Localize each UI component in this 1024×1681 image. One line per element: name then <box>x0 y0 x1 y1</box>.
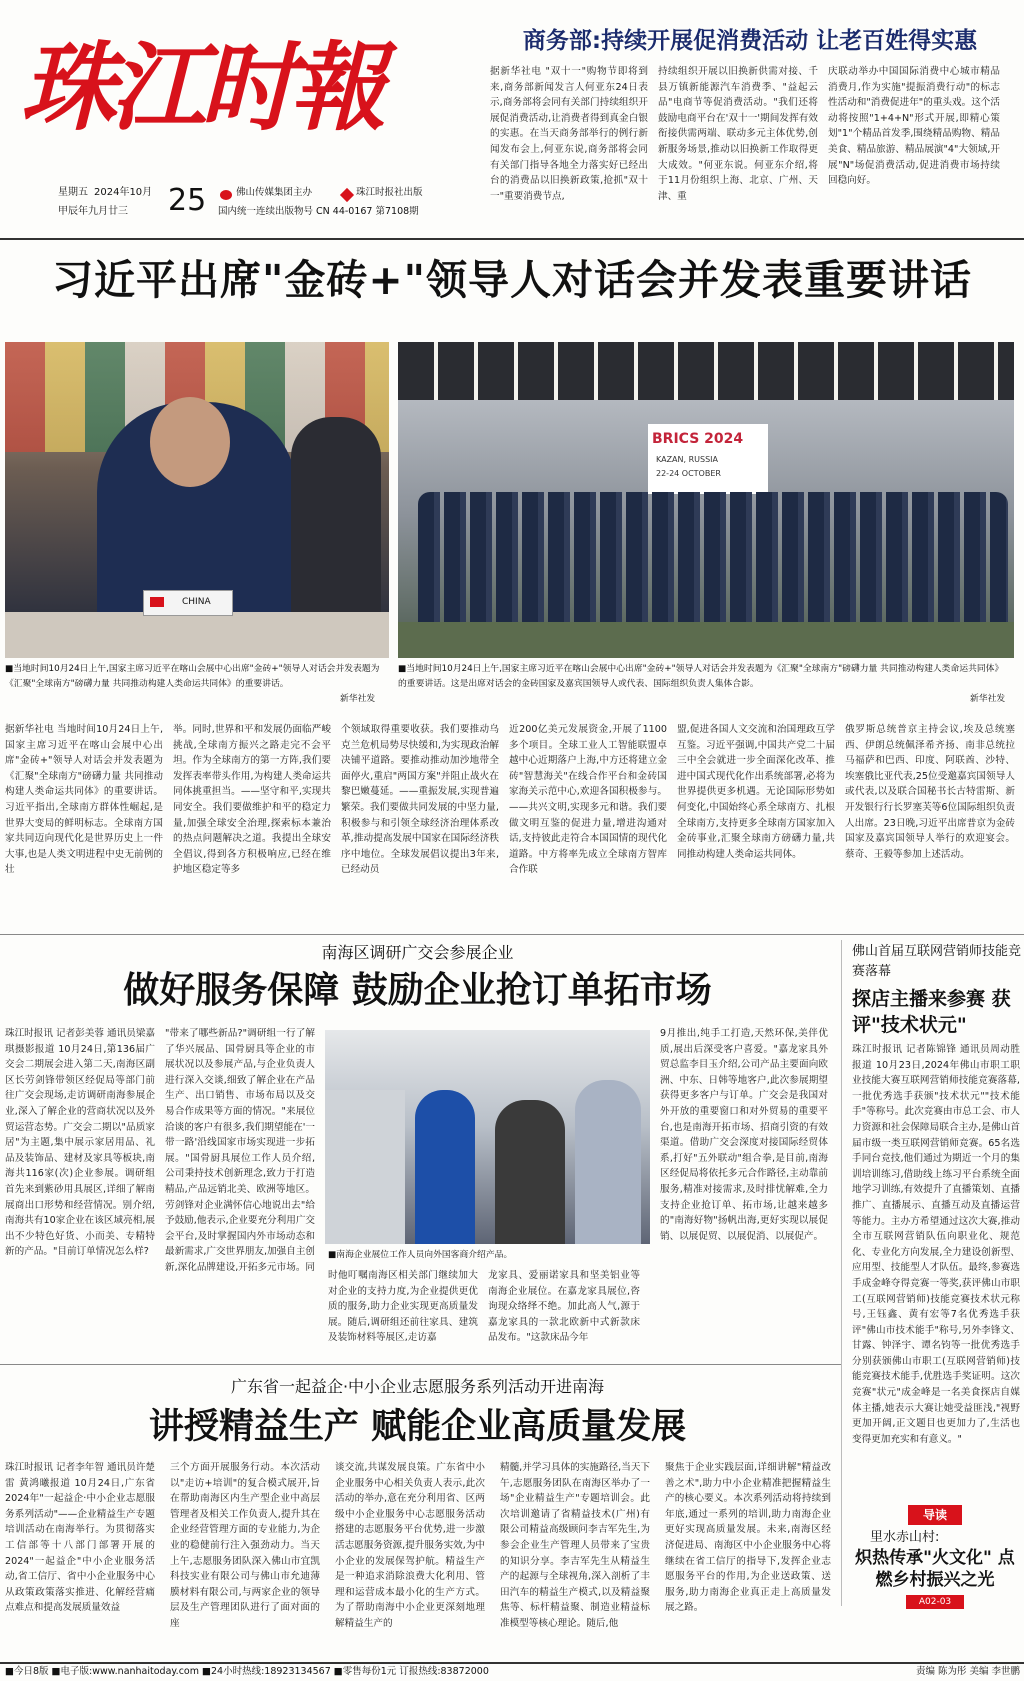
masthead-date: 2024年10月 <box>94 187 153 198</box>
footer-info: ■今日8版 ■电子版:www.nanhaitoday.com ■24小时热线:18923134567 ■零售每份1元 订报热线:83872000 <box>5 1666 489 1677</box>
publisher-logo-icon <box>220 190 232 200</box>
photo2-credit: 新华社发 <box>970 694 1006 704</box>
masthead-weekday: 星期五 <box>58 187 88 198</box>
banner-city: KAZAN, RUSSIA <box>656 455 719 464</box>
story2-col-4: 龙家具、爱丽诺家具和坚美铝业等南海企业展位。在嘉龙家具展位,咨询现众络绎不绝。加此高人气,源于嘉龙家具的一款北欧新中式新款床品发布。"这款床品今年 <box>488 1270 640 1344</box>
ceiling-lights <box>398 342 1014 400</box>
story3-title: 讲授精益生产 赋能企业高质量发展 <box>148 1407 687 1447</box>
stage-floor <box>398 622 1014 658</box>
main-story-col-6: 俄罗斯总统普京主持会议,埃及总统塞西、伊朗总统佩泽希齐扬、南非总统拉马福萨和巴西、印度、阿联酋、沙特、埃塞俄比亚代表,25位受邀嘉宾国领导人或代表,以及联合国秘书长古特雷斯、新开发银行行长罗塞芙等6位国际组织负责人出席。23日晚,习近平出席普京为金砖国家及嘉宾国领导人举行的欢迎宴会。蔡奇、王毅等参加上述活动。 <box>845 724 1015 860</box>
guide-title: 炽热传承"火文化" 点燃乡村振兴之光 <box>855 1548 1015 1590</box>
masthead-lunar: 甲辰年九月廿三 <box>58 206 128 217</box>
top-story <box>490 24 1010 228</box>
photo1-credit: 新华社发 <box>340 694 376 704</box>
main-story-col-5: 盟,促进各国人文交流和治国理政互学互鉴。习近平强调,中国共产党二十届三中全会就进一步全面深化改革、推进中国式现代化作出系统部署,必将为世界提供更多机遇。无论国际形势如何变化,中国始终心系全球南方、扎根全球南方,支持更多全球南方国家加入金砖事业,汇聚全球南方磅礴力量,共同推动构建人类命运共同体。 <box>677 724 835 860</box>
photo2-caption: ■当地时间10月24日上午,国家主席习近平在喀山会展中心出席"金砖+"领导人对话会并发表题为《汇聚"全球南方"磅礴力量 共同推动构建人类命运共同体》的重要讲话。这是出席对话会的金砖国家及嘉宾国领导人或代表、国际组织负责人集体合影。 <box>398 664 999 689</box>
footer-editors: 责编 陈为彤 美编 李世鹏 <box>915 1666 1020 1677</box>
divider-rule <box>841 940 842 1606</box>
delegate-figure <box>291 417 381 637</box>
visitor-figure <box>575 1080 641 1244</box>
story2-col-3: 时他叮嘱南海区相关部门继续加大对企业的支持力度,为企业提供更优质的服务,助力企业实现更高质量发展。随后,调研组还前往家具、建筑及装饰材料等展区,走访嘉 <box>328 1270 478 1344</box>
masthead-publisher1: 佛山传媒集团主办 <box>236 187 313 198</box>
story3-col-4: 精髓,并学习具体的实施路径,当天下午,志愿服务团队在南海区举办了一场"企业精益生产"专题培训会。此次培训邀请了省精益技术(广州)有限公司精益高级顾问李吉军先生,为参会企业生产管理人员带来了宝贵的知识分享。李吉军先生从精益生产的起源与全球视角,深入剖析了丰田汽车的精益生产模式,以及精益聚焦等、标杆精益聚、制造业精益标准模型等核心理论。随后,他 <box>500 1462 651 1629</box>
photo-xi-speech <box>5 342 389 658</box>
brics-banner <box>648 424 768 494</box>
guide-kicker: 里水赤山村: <box>870 1530 940 1545</box>
guide-box <box>850 1505 1020 1609</box>
story2-col-1: 珠江时报讯 记者彭美蓉 通讯员梁嘉琪摄影报道 10月24日,第136届广交会二期展会进入第二天,南海区副区长劳剑锋带领区经促局等部门前往广交会现场,走访调研南海参展企业,深入了解企业的营商状况以及外贸运营态势。广交会二期以"品质家居"为主题,集中展示家居用品、礼品及装饰品、建材及家具等板块,南海共116家(次)企业参展。调研组首先来到紫砂用具展区,详细了解南展商出口形势和经营情况。别介绍,南海共有10家企业在该区域亮相,展出不少特色好货、小而美、专精特新的产品。"目前订单情况怎么样? <box>5 1028 156 1258</box>
main-story-col-1: 据新华社电 当地时间10月24日上午,国家主席习近平在喀山会展中心出席"金砖+"领导人对话会并发表题为《汇聚"全球南方"磅礴力量 共同推动构建人类命运共同体》的重要讲话。习近平指出,全球南方群体性崛起,是世界大变局的鲜明标志。全球南方国家共同迈向现代化是世界历史上一件大事,也是人类文明进程中史无前例的壮 <box>5 724 163 876</box>
main-story-col-4: 近200亿美元发展资金,开展了1100多个项目。全球工业人工智能联盟卓越中心近期落户上海,中方还将建立金砖"智慧海关"在线合作平台和金砖国家海关示范中心,欢迎各国积极参与。——共兴文明,实现多元和谐。我们要做文明互鉴的促进力量,增进沟通对话,支持彼此走符合本国国情的现代化道路。中方将率先成立全球南方智库合作联 <box>509 724 667 876</box>
story2-col-2: "带来了哪些新品?"调研组一行了解了华兴展品、国骨厨具等企业的市展状况以及参展产品,与企业负责人进行深入交谈,细致了解企业在产品生产、出口销售、市场布局以及交易合作成果等方面的情况。"来展位洽谈的客户有很多,我们期望能在'一带一路'沿线国家市场实现进一步拓展。"国骨厨具展位工作人员介绍,公司秉持技术创新理念,致力于打造精品,产品远销北美、欧洲等地区。劳剑锋对企业满怀信心地说出去"给予鼓励,他表示,企业要充分利用广交会平台,及时掌握国内外市场动态和最新需求,广交世界朋友,加强自主创新,深化品牌建设,开拓多元市场。同 <box>165 1028 316 1273</box>
banner-brand: BRICS 2024 <box>652 431 744 447</box>
top-story-title: 商务部:持续开展促消费活动 让老百姓得实惠 <box>522 28 978 54</box>
masthead-publisher2: 珠江时报社出版 <box>356 187 423 198</box>
divider-rule <box>0 238 1024 240</box>
photo1-caption: ■当地时间10月24日上午,国家主席习近平在喀山会展中心出席"金砖+"领导人对话会并发表题为《汇聚"全球南方"磅礴力量 共同推动构建人类命运共同体》的重要讲话。 <box>5 664 380 689</box>
nameplate <box>143 590 233 616</box>
nameplate-text: CHINA <box>182 597 211 607</box>
masthead-issn: 国内统一连续出版物号 CN 44-0167 第7108期 <box>218 206 419 217</box>
divider-rule <box>0 934 1024 935</box>
story2-col-5: 9月推出,纯手工打造,天然环保,美伴优质,展出后深受客户喜爱。"嘉龙家具外贸总监李目玉介绍,公司产品主要面向欧洲、中东、日韩等地客户,此次参展期望获得更多客户与订单。广交会是我国对外开放的重要窗口和对外贸易的重要平台,也是南海开拓市场、招商引资的有效渠道。借助广交会深度对接国际经贸体系,打好"五外联动"组合拳,是目前,南海区经促局将依托多元合作路径,主动靠前服务,精准对接需求,及时排忧解难,全力支持企业抢订单、拓市场,让越来越多的"南海好物"扬帆出海,更好实现以展促销、以展促贸、以展促消、以展促产。 <box>660 1028 828 1242</box>
story2-kicker: 南海区调研广交会参展企业 <box>321 943 514 962</box>
story2-title: 做好服务保障 鼓励企业抢订单拓市场 <box>123 970 712 1011</box>
display-shelf <box>325 1090 405 1244</box>
buyer-figure <box>495 1100 565 1244</box>
sidebar-kicker: 佛山首届互联网营销师技能竞赛落幕 <box>852 944 1022 979</box>
masthead-day: 25 <box>168 183 207 218</box>
guide-label: 导读 <box>908 1505 962 1525</box>
top-story-col-2: 持续组织开展以旧换新供需对接、千县万镇新能源汽车消费季、"益起云品"电商节等促消费活动。"我们还将鼓励电商平台在'双十一'期间发挥有效衔接供需两端、联动多元主体优势,创新服务场景,推动以旧换新工作取得更大成效。"何亚东说。何亚东介绍,将于11月份组织上海、北京、广州、天津、重 <box>658 66 818 202</box>
photo-canton-fair <box>325 1030 650 1244</box>
main-story-col-3: 个领域取得重要收获。我们要推动乌克兰危机局势尽快缓和,为实现政治解决铺平道路。要推动推动加沙地带全面停火,重启"两国方案"并阻止战火在黎巴嫩蔓延。——重振发展,实现普遍繁荣。我们要做共同发展的中坚力量,积极参与和引领全球经济治理体系改革,推动提高发展中国家在国际经济秩序中地位。全球发展倡议提出3年来,已经动员 <box>341 724 499 876</box>
publisher2-logo-icon <box>340 188 354 202</box>
top-story-col-3: 庆联动举办中国国际消费中心城市精品消费月,作为实施"提振消费行动"的标志性活动和"消费促进年"的重头戏。这个活动将按照"1+4+N"形式开展,即精心策划"1"个精品首发季,围绕精品购物、精品美食、精品旅游、精品展演"4"大领域,开展"N"场促消费活动,促进消费市场持续回稳向好。 <box>828 66 1000 187</box>
main-headline: 习近平出席"金砖+"领导人对话会并发表重要讲话 <box>51 256 973 304</box>
sidebar-body: 珠江时报讯 记者陈锦锋 通讯员周动胜报道 10月23日,2024年佛山市职工职业技能大赛互联网营销师技能竞赛落幕,一批优秀选手获颁"技术状元""技术能手"等称号。此次竞赛由市总工会、市人力资源和社会保障局联合主办,是佛山首届市级一类互联网营销师竞赛。65名选手同台竞技,他们通过为期近一个月的集训培训练习,借助线上练习平台系统全面地学习训练,有效提升了直播策划、直播推广、直播展示、直播互动及直播运营等能力。主办方希望通过这次大赛,推动全市互联网营销队伍向职业化、规范化、专业化方向发展,全力建设创新型、应用型、技能型人才队伍。最终,参赛选手成金峰夺得竞赛一等奖,获评佛山市职工(互联网营销师)技能竞赛技术状元称号,王钰鑫、黄有宏等7名优秀选手获评"佛山市技术能手"称号,另外李锋文、甘露、钟泽宇、谭名钧等一批优秀选手分别获颁佛山市职工(互联网营销师)技能竞赛技术能手,优胜选手奖证明。这次竞赛"状元"成金峰是一名美食探店自媒体主播,她表示大赛让她受益匪浅,"视野更加开阔,正文题目也更加力了,生活也变得更加充实和有意义。" <box>852 1044 1020 1445</box>
story3-col-1: 珠江时报讯 记者李年智 通讯员许楚雷 黄鸿曦报道 10月24日,广东省2024年"一起益企·中小企业志愿服务系列活动"——企业精益生产专题培训活动在南海举行。为贯彻落实工信部等十八部门部署开展的2024"一起益企"中小企业服务活动,省工信厅、省中小企业服务中心从政策政策落实推进、化解经营痛点难点和提高发展质量效益 <box>5 1462 156 1614</box>
leaders-row <box>418 492 1008 622</box>
photo-group-brics <box>398 342 1014 658</box>
guide-page: A02-03 <box>906 1595 964 1609</box>
banner-dates: 22-24 OCTOBER <box>656 469 721 478</box>
newspaper-logo: 珠江时報 <box>20 31 380 144</box>
story2-photo-caption: ■南海企业展位工作人员向外国客商介绍产品。 <box>328 1250 513 1260</box>
exhibitor-figure <box>415 1090 475 1244</box>
conference-desk <box>5 612 389 658</box>
story3-col-2: 三个方面开展服务行动。本次活动以"走访+培训"的复合模式展开,旨在帮助南海区内生产型企业中高层管理者及相关工作负责人,提升其在企业经营管理方面的专业能力,为企业的稳健前行注入强劲动力。当天上午,志愿服务团队深入佛山市宜凯科技实业有限公司与佛山市允迪薄膜材料有限公司,与两家企业的领导层及生产管理团队进行了面对面的座 <box>170 1462 320 1629</box>
top-story-col-1: 据新华社电 "双十一"购物节即将到来,商务部新闻发言人何亚东24日表示,商务部将会同有关部门持续组织开展促消费活动,让消费者得到真金白银的实惠。在当天商务部举行的例行新闻发布会上,何亚东说,商务部将会同有关部门指导各地全力落实好已经出台的消费品以旧换新政策,抢抓"双十一"重要消费节点, <box>490 66 648 202</box>
sidebar-title: 探店主播来参赛 获评"技术状元" <box>852 988 1011 1036</box>
masthead <box>0 0 470 228</box>
main-story-col-2: 举。同时,世界和平和发展仍面临严峻挑战,全球南方振兴之路走完不会平坦。作为全球南方的第一方阵,我们要发挥表率带头作用,为构建人类命运共同体挑重担当。——坚守和平,实现共同安全。我们要做维护和平的稳定力量,加强全球安全治理,探索标本兼治的热点问题解决之道。我提出全球安全倡议,得到各方积极响应,已经在维护地区稳定等多 <box>173 724 331 876</box>
china-flag-icon <box>150 597 164 607</box>
story3-col-5: 聚焦于企业实践层面,详细讲解"精益改善之术",助力中小企业精准把握精益生产的核心要义。本次系列活动将持续到年底,通过一系列的培训,助力南海企业更好实现高质量发展。未来,南海区经济促进局、南海区中小企业服务中心将继续在省工信厅的指导下,发挥企业志愿服务平台的作用,为企业送政策、送服务,助力南海企业真正走上高质量发展之路。 <box>665 1462 831 1614</box>
divider-rule <box>0 1364 841 1365</box>
speaker-head <box>150 397 230 487</box>
story3-col-3: 谈交流,共谋发展良策。广东省中小企业服务中心相关负责人表示,此次活动的举办,意在充分利用省、区两级中小企业服务中心志愿服务活动搭建的志愿服务平台优势,进一步激活志愿服务资源,提升服务实效,为中小企业的发展保驾护航。精益生产是一种追求消除浪费大化利用、管理和运营成本最小化的生产方式。为了帮助南海中小企业更深刻地理解精益生产的 <box>335 1462 486 1629</box>
story3-kicker: 广东省一起益企·中小企业志愿服务系列活动开进南海 <box>230 1377 605 1396</box>
